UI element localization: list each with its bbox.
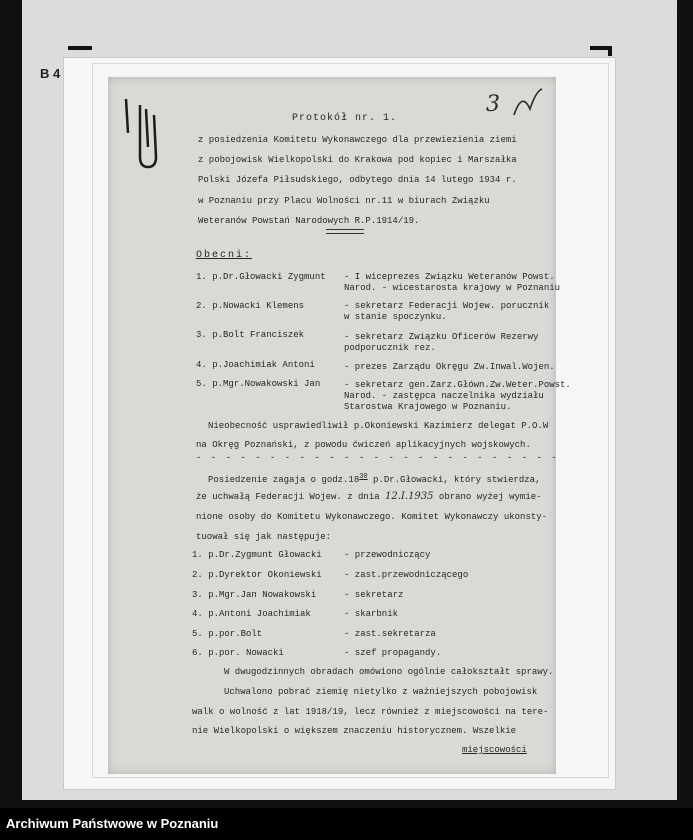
protocol-title: Protokół nr. 1.	[292, 113, 398, 124]
committee-role: - zast.przewodniczącego	[344, 570, 469, 580]
catchword: miejscowości	[462, 745, 527, 755]
present-name: 2. p.Nowacki Klemens	[196, 301, 305, 311]
present-name: 3. p.Bolt Franciszek	[196, 330, 305, 340]
session-line: nione osoby do Komitetu Wykonawczego. Komitet Wykonawczy ukonsty-	[196, 512, 548, 522]
handwritten-date: 12.I.1935	[385, 491, 434, 502]
present-role: - sekretarz Federacji Wojew. porucznik	[344, 301, 550, 311]
present-role: podporucznik rez.	[344, 343, 436, 353]
archive-name: Archiwum Państwowe w Poznaniu	[6, 816, 219, 831]
committee-name: 1. p.Dr.Zygmunt Głowacki	[192, 550, 322, 560]
dashed-separator: - - - - - - - - - - - - - - - - - - - - - - - - -	[196, 453, 559, 463]
closing-line: Uchwalono pobrać ziemię nietylko z ważniejszych pobojowisk	[224, 687, 538, 697]
session-text: p.Dr.Głowacki, który stwierdza,	[367, 475, 541, 485]
board-label: B 4	[40, 66, 61, 81]
session-text: Posiedzenie zagaja o godz.18	[208, 475, 360, 485]
present-heading: Obecni:	[196, 250, 253, 261]
committee-name: 3. p.Mgr.Jan Nowakowski	[192, 590, 317, 600]
intro-line: w Poznaniu przy Placu Wolności nr.11 w biurach Związku	[198, 196, 490, 206]
intro-line: z posiedzenia Komitetu Wykonawczego dla przewiezienia ziemi	[198, 135, 517, 145]
present-role: Narod. - wicestarosta krajowy w Poznaniu	[344, 283, 561, 293]
corner-bracket-left	[68, 46, 92, 50]
intro-line: z pobojowisk Wielkopolski do Krakowa pod kopiec i Marszałka	[198, 155, 517, 165]
committee-role: - szef propagandy.	[344, 648, 442, 658]
committee-name: 4. p.Antoni Joachimiak	[192, 609, 311, 619]
session-line	[196, 491, 542, 503]
committee-name: 6. p.por. Nowacki	[192, 648, 284, 658]
intro-line: Weteranów Powstań Narodowych R.P.1914/19.	[198, 216, 420, 226]
session-text: że uchwałą Federacji Wojew. z dnia	[196, 492, 386, 502]
present-role: Narod. - zastępca naczelnika wydziału	[344, 391, 544, 401]
present-role: - sekretarz gen.Zarz.Główn.Zw.Weter.Powst.	[344, 380, 571, 390]
present-role: - sekretarz Związku Oficerów Rezerwy	[344, 332, 539, 342]
session-time-minutes: 30	[359, 473, 368, 481]
paperclip-icon	[122, 95, 162, 169]
committee-name: 2. p.Dyrektor Okoniewski	[192, 570, 322, 580]
corner-tick	[677, 0, 681, 12]
session-line: tuował się jak następuje:	[196, 532, 332, 542]
title-double-rule	[326, 229, 364, 234]
absence-note: na Okręg Poznański, z powodu ćwiczeń aplikacyjnych wojskowych.	[196, 440, 531, 450]
committee-name: 5. p.por.Bolt	[192, 629, 263, 639]
committee-role: - skarbnik	[344, 609, 399, 619]
committee-role: - przewodniczący	[344, 550, 431, 560]
closing-line: walk o wolność z lat 1918/19, lecz również z miejscowości na tere-	[192, 707, 549, 717]
present-name: 1. p.Dr.Głowacki Zygmunt	[196, 272, 326, 282]
session-line	[208, 471, 540, 486]
page-number-flourish	[508, 85, 548, 119]
intro-line: Polski Józefa Piłsudskiego, odbytego dnia 14 lutego 1934 r.	[198, 175, 517, 185]
present-name: 4. p.Joachimiak Antoni	[196, 360, 315, 370]
archive-footer	[0, 808, 693, 840]
corner-bracket-right	[590, 46, 612, 56]
present-role: Starostwa Krajowego w Poznaniu.	[344, 402, 512, 412]
present-role: - I wiceprezes Związku Weteranów Powst.	[344, 272, 555, 282]
absence-note: Nieobecność usprawiedliwił p.Okoniewski Kazimierz delegat P.O.W	[208, 421, 549, 431]
committee-role: - sekretarz	[344, 590, 404, 600]
present-name: 5. p.Mgr.Nowakowski Jan	[196, 379, 321, 389]
closing-line: nie Wielkopolski o większem znaczeniu historycznem. Wszelkie	[192, 726, 517, 736]
committee-role: - zast.sekretarza	[344, 629, 436, 639]
closing-line: W dwugodzinnych obradach omówiono ogólnie całokształt sprawy.	[224, 667, 554, 677]
present-role: - prezes Zarządu Okręgu Zw.Inwal.Wojen.	[344, 362, 555, 372]
page-number: 3	[486, 92, 500, 117]
document-page	[108, 77, 571, 774]
present-role: w stanie spoczynku.	[344, 312, 447, 322]
session-text: obrano wyżej wymie-	[433, 492, 542, 502]
